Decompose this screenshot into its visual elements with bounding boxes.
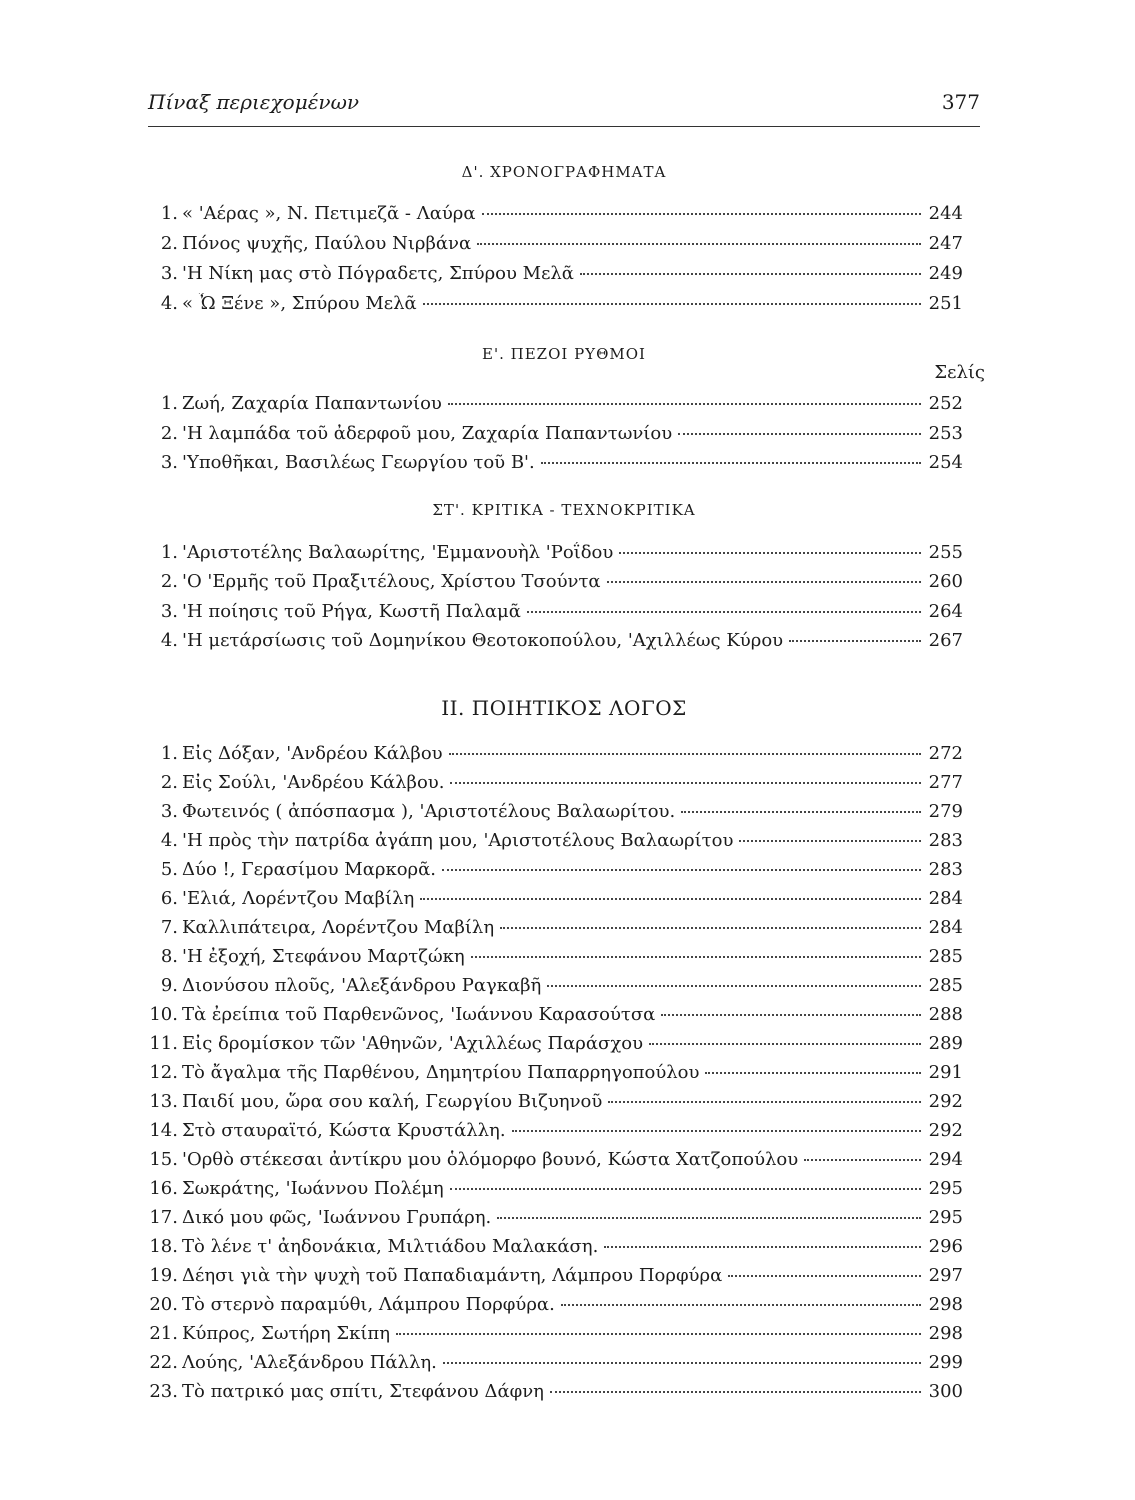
- page-number: 377: [941, 90, 980, 114]
- toc-entry: [148, 888, 963, 914]
- toc-entry: [148, 1033, 963, 1059]
- entry-title: 'Ορθὸ στέκεσαι ἀντίκρυ μου ὁλόμορφο βουνό, Κώστα Χατζοπούλου: [182, 1149, 799, 1170]
- toc-entry: [148, 1207, 963, 1233]
- dot-leader: [547, 985, 921, 987]
- entry-page: 288: [928, 1004, 963, 1025]
- entry-page: 267: [928, 630, 963, 651]
- entry-page: 292: [928, 1120, 963, 1141]
- section-heading-chronographimata: Δ'. ΧΡΟΝΟΓΡΑΦΗΜΑΤΑ: [461, 163, 667, 181]
- toc-entry: [148, 601, 963, 627]
- entry-number: 4.: [160, 630, 178, 651]
- dot-leader: [471, 956, 921, 958]
- entry-page: 291: [928, 1062, 963, 1083]
- section-heading-poiitikos-logos: ΙΙ. ΠΟΙΗΤΙΚΟΣ ΛΟΓΟΣ: [441, 696, 687, 720]
- dot-leader: [500, 927, 921, 929]
- entry-page: 295: [928, 1178, 963, 1199]
- dot-leader: [789, 640, 921, 642]
- dot-leader: [607, 581, 921, 583]
- entry-page: 296: [928, 1236, 963, 1257]
- entry-number: 2.: [160, 423, 178, 444]
- entry-title: 'Η ποίησις τοῦ Ρήγα, Κωστῆ Παλαμᾶ: [182, 601, 521, 622]
- column-label-page: Σελίς: [934, 362, 985, 383]
- entry-page: 297: [928, 1265, 963, 1286]
- entry-number: 21.: [149, 1323, 178, 1344]
- entry-page: 284: [928, 917, 963, 938]
- entry-title: 'Αριστοτέλης Βαλαωρίτης, 'Εμμανουὴλ 'Ροΐδου: [182, 542, 614, 563]
- dot-leader: [420, 898, 921, 900]
- dot-leader: [442, 869, 921, 871]
- entry-title: Ζωή, Ζαχαρία Παπαντωνίου: [182, 393, 442, 414]
- dot-leader: [681, 811, 921, 813]
- toc-entry: [148, 830, 963, 856]
- dot-leader: [527, 611, 921, 613]
- entry-title: Φωτεινός ( ἀπόσπασμα ), 'Αριστοτέλους Βαλαωρίτου.: [182, 801, 676, 822]
- toc-entry: [148, 452, 963, 478]
- toc-entry: [148, 233, 963, 259]
- toc-entry: [148, 743, 963, 769]
- entry-number: 11.: [149, 1033, 178, 1054]
- entry-page: 298: [928, 1294, 963, 1315]
- entry-number: 18.: [149, 1236, 178, 1257]
- toc-entry: [148, 1381, 963, 1407]
- entry-page: 255: [928, 542, 963, 563]
- entry-number: 2.: [160, 233, 178, 254]
- dot-leader: [619, 552, 921, 554]
- entry-page: 298: [928, 1323, 963, 1344]
- toc-entry: [148, 1120, 963, 1146]
- entry-title: Τὰ ἐρείπια τοῦ Παρθενῶνος, 'Ιωάννου Καρασούτσα: [182, 1004, 656, 1025]
- entry-page: 260: [928, 571, 963, 592]
- entry-number: 20.: [149, 1294, 178, 1315]
- entry-page: 285: [928, 975, 963, 996]
- dot-leader: [448, 403, 921, 405]
- toc-entry: [148, 423, 963, 449]
- section-heading-pezoi-rythmoi: Ε'. ΠΕΖΟΙ ΡΥΘΜΟΙ: [482, 345, 646, 363]
- entry-title: 'Η λαμπάδα τοῦ ἀδερφοῦ μου, Ζαχαρία Παπαντωνίου: [182, 423, 673, 444]
- entry-page: 284: [928, 888, 963, 909]
- entry-title: 'Ο 'Ερμῆς τοῦ Πραξιτέλους, Χρίστου Τσούντα: [182, 571, 601, 592]
- entry-number: 3.: [160, 452, 178, 473]
- dot-leader: [497, 1217, 921, 1219]
- entry-title: Καλλιπάτειρα, Λορέντζου Μαβίλη: [182, 917, 495, 938]
- entry-number: 17.: [149, 1207, 178, 1228]
- toc-entry: [148, 1323, 963, 1349]
- entry-page: 247: [928, 233, 963, 254]
- dot-leader: [561, 1304, 921, 1306]
- toc-entry: [148, 772, 963, 798]
- entry-number: 6.: [160, 888, 178, 909]
- entry-title: 'Ελιά, Λορέντζου Μαβίλη: [182, 888, 415, 909]
- entry-title: « 'Αέρας », Ν. Πετιμεζᾶ - Λαύρα: [182, 203, 476, 224]
- entry-number: 3.: [160, 801, 178, 822]
- entry-title: Δύο !, Γερασίμου Μαρκορᾶ.: [182, 859, 436, 880]
- dot-leader: [608, 1101, 921, 1103]
- entry-page: 299: [928, 1352, 963, 1373]
- entry-title: 'Η ἐξοχή, Στεφάνου Μαρτζώκη: [182, 946, 465, 967]
- toc-entry: [148, 1062, 963, 1088]
- dot-leader: [804, 1159, 921, 1161]
- entry-title: Τὸ ἄγαλμα τῆς Παρθένου, Δημητρίου Παπαρρηγοπούλου: [182, 1062, 700, 1083]
- entry-title: 'Η μετάρσίωσις τοῦ Δομηνίκου Θεοτοκοπούλου, 'Αχιλλέως Κύρου: [182, 630, 784, 651]
- entry-page: 253: [928, 423, 963, 444]
- toc-entry: [148, 859, 963, 885]
- toc-entry: [148, 1265, 963, 1291]
- entry-number: 12.: [149, 1062, 178, 1083]
- entry-title: Πόνος ψυχῆς, Παύλου Νιρβάνα: [182, 233, 472, 254]
- entry-number: 23.: [149, 1381, 178, 1402]
- entry-page: 292: [928, 1091, 963, 1112]
- entry-title: Εἰς Δόξαν, 'Ανδρέου Κάλβου: [182, 743, 443, 764]
- entry-number: 4.: [160, 830, 178, 851]
- entry-title: Σωκράτης, 'Ιωάννου Πολέμη: [182, 1178, 444, 1199]
- entry-page: 244: [928, 203, 963, 224]
- running-head: [148, 90, 980, 127]
- entry-number: 22.: [149, 1352, 178, 1373]
- entry-number: 3.: [160, 263, 178, 284]
- entry-page: 254: [928, 452, 963, 473]
- entry-number: 2.: [160, 571, 178, 592]
- running-title: Πίναξ περιεχομένων: [148, 90, 360, 114]
- toc-entry: [148, 975, 963, 1001]
- toc-entry: [148, 801, 963, 827]
- entry-number: 8.: [160, 946, 178, 967]
- entry-number: 16.: [149, 1178, 178, 1199]
- toc-entry: [148, 393, 963, 419]
- toc-entry: [148, 1149, 963, 1175]
- entry-page: 295: [928, 1207, 963, 1228]
- dot-leader: [396, 1333, 921, 1335]
- entry-page: 294: [928, 1149, 963, 1170]
- entry-page: 283: [928, 830, 963, 851]
- toc-entry: [148, 1091, 963, 1117]
- entry-title: « Ὦ Ξένε », Σπύρου Μελᾶ: [182, 293, 417, 314]
- entry-title: Δέησι γιὰ τὴν ψυχὴ τοῦ Παπαδιαμάντη, Λάμπρου Πορφύρα: [182, 1265, 723, 1286]
- toc-entry: [148, 203, 963, 229]
- entry-page: 289: [928, 1033, 963, 1054]
- entry-number: 7.: [160, 917, 178, 938]
- entry-number: 9.: [160, 975, 178, 996]
- toc-entry: [148, 630, 963, 656]
- dot-leader: [450, 782, 921, 784]
- toc-entry: [148, 1294, 963, 1320]
- toc-entry: [148, 542, 963, 568]
- entry-page: 279: [928, 801, 963, 822]
- entry-page: 272: [928, 743, 963, 764]
- toc-entry: [148, 917, 963, 943]
- dot-leader: [728, 1275, 921, 1277]
- dot-leader: [739, 840, 921, 842]
- toc-entry: [148, 571, 963, 597]
- entry-number: 10.: [149, 1004, 178, 1025]
- entry-page: 283: [928, 859, 963, 880]
- dot-leader: [705, 1072, 921, 1074]
- entry-page: 285: [928, 946, 963, 967]
- dot-leader: [450, 1188, 921, 1190]
- entry-number: 13.: [149, 1091, 178, 1112]
- entry-page: 300: [928, 1381, 963, 1402]
- entry-page: 264: [928, 601, 963, 622]
- entry-number: 2.: [160, 772, 178, 793]
- entry-title: 'Η πρὸς τὴν πατρίδα ἀγάπη μου, 'Αριστοτέλους Βαλαωρίτου: [182, 830, 734, 851]
- entry-page: 277: [928, 772, 963, 793]
- entry-title: Διονύσου πλοῦς, 'Αλεξάνδρου Ραγκαβῆ: [182, 975, 542, 996]
- dot-leader: [550, 1391, 921, 1393]
- toc-entry: [148, 1178, 963, 1204]
- entry-title: Τὸ στερνὸ παραμύθι, Λάμπρου Πορφύρα.: [182, 1294, 555, 1315]
- dot-leader: [649, 1043, 921, 1045]
- entry-title: Εἰς δρομίσκον τῶν 'Αθηνῶν, 'Αχιλλέως Παράσχου: [182, 1033, 644, 1054]
- entry-number: 1.: [160, 393, 178, 414]
- entry-title: Δικό μου φῶς, 'Ιωάννου Γρυπάρη.: [182, 1207, 492, 1228]
- toc-entry: [148, 946, 963, 972]
- entry-number: 4.: [160, 293, 178, 314]
- toc-entry: [148, 1236, 963, 1262]
- dot-leader: [482, 213, 921, 215]
- toc-entry: [148, 263, 963, 289]
- toc-entry: [148, 293, 963, 319]
- entry-title: Τὸ λένε τ' ἀηδονάκια, Μιλτιάδου Μαλακάση.: [182, 1236, 599, 1257]
- entry-number: 14.: [149, 1120, 178, 1141]
- entry-page: 252: [928, 393, 963, 414]
- entry-title: Παιδί μου, ὥρα σου καλή, Γεωργίου Βιζυηνοῦ: [182, 1091, 603, 1112]
- entry-page: 249: [928, 263, 963, 284]
- entry-number: 3.: [160, 601, 178, 622]
- entry-number: 15.: [149, 1149, 178, 1170]
- entry-number: 19.: [149, 1265, 178, 1286]
- entry-title: Στὸ σταυραϊτό, Κώστα Κρυστάλλη.: [182, 1120, 506, 1141]
- dot-leader: [477, 243, 921, 245]
- entry-title: 'Υποθῆκαι, Βασιλέως Γεωργίου τοῦ Β'.: [182, 452, 535, 473]
- dot-leader: [512, 1130, 921, 1132]
- dot-leader: [580, 273, 921, 275]
- dot-leader: [661, 1014, 921, 1016]
- dot-leader: [541, 462, 921, 464]
- section-heading-kritika: ΣΤ'. ΚΡΙΤΙΚΑ - ΤΕΧΝΟΚΡΙΤΙΚΑ: [432, 501, 696, 519]
- entry-number: 1.: [160, 203, 178, 224]
- entry-number: 1.: [160, 542, 178, 563]
- entry-page: 251: [928, 293, 963, 314]
- toc-entry: [148, 1004, 963, 1030]
- entry-title: 'Η Νίκη μας στὸ Πόγραδετς, Σπύρου Μελᾶ: [182, 263, 574, 284]
- dot-leader: [604, 1246, 921, 1248]
- dot-leader: [443, 1362, 921, 1364]
- dot-leader: [423, 303, 921, 305]
- entry-number: 5.: [160, 859, 178, 880]
- entry-title: Εἰς Σούλι, 'Ανδρέου Κάλβου.: [182, 772, 445, 793]
- entry-title: Λούης, 'Αλεξάνδρου Πάλλη.: [182, 1352, 437, 1373]
- toc-entry: [148, 1352, 963, 1378]
- entry-title: Τὸ πατρικό μας σπίτι, Στεφάνου Δάφνη: [182, 1381, 544, 1402]
- entry-number: 1.: [160, 743, 178, 764]
- entry-title: Κύπρος, Σωτήρη Σκίπη: [182, 1323, 391, 1344]
- dot-leader: [678, 433, 921, 435]
- dot-leader: [449, 753, 921, 755]
